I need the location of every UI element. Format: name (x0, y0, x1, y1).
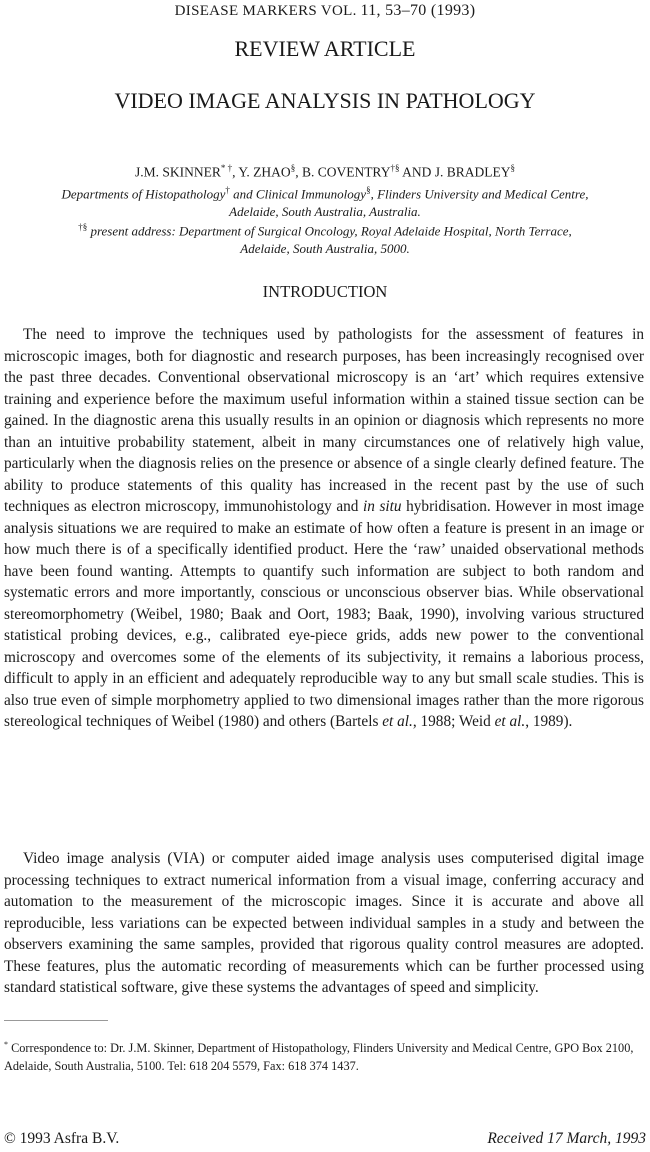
author-name: J.M. SKINNER (135, 164, 221, 180)
author-mark: * † (220, 163, 233, 173)
footnote-text: Correspondence to: Dr. J.M. Skinner, Department of Histopathology, Flinders University and Medical Centre, GPO Box 2100, Adelaide, South Australia, 5100. Tel: 618 204 5579, Fax: 618 374 1437. (4, 1041, 634, 1074)
article-title: VIDEO IMAGE ANALYSIS IN PATHOLOGY (114, 88, 536, 113)
affiliation (0, 181, 650, 221)
present-address-line-1: †§ present address: Department of Surgical Oncology, Royal Adelaide Hospital, North Terrace, (78, 222, 572, 239)
author-name: , Y. ZHAO (232, 164, 291, 180)
paragraph-2 (4, 848, 644, 999)
article-type: REVIEW ARTICLE (234, 36, 416, 61)
author-mark: § (510, 163, 515, 173)
paragraph-text: Video image analysis (VIA) or computer aided image analysis uses computerised digital image processing techniques to extract numerical information from a visual image, conferring accuracy and automation to the measurement of the microscopic images. Since it is accurate and above all reproducible, less variations can be expected between individual samples in a study and between the observers examining the same samples, provided that rigorous quality control measures are adopted. These features, plus the automatic recording of measurements which can be further processed using standard statistical software, give these systems the advantages of speed and simplicity. (4, 850, 644, 996)
author-name: , B. COVENTRY (295, 164, 391, 180)
footnote (4, 1036, 644, 1075)
paragraph-text: The need to improve the techniques used by pathologists for the assessment of features in microscopic images, both for diagnostic and research purposes, has been increasingly recognised over the past three decades. Conventional observational microscopy is an ‘art’ which requires extensive training and experience before the maximum useful information within a stained tissue section can be gained. In the diagnostic arena this usually results in an opinion or diagnosis which represents no more than an intuitive probability statement, albeit in many circumstances one of relatively high value, particularly when the diagnosis relies on the presence or absence of a single clearly defined feature. The ability to produce statements of this quality has increased in the recent past by the use of such techniques as electron microscopy, immunohistology and (4, 326, 644, 515)
present-address (0, 218, 650, 258)
italic-term: et al. (382, 713, 413, 730)
author-list (0, 163, 650, 181)
journal-name: DISEASE MARKERS (174, 3, 318, 19)
paragraph-text: , 1989). (525, 713, 573, 730)
received-date: Received 17 March, 1993 (487, 1130, 646, 1147)
section-heading: INTRODUCTION (262, 282, 388, 301)
volume-prefix: VOL. (320, 3, 357, 19)
paragraph-1 (4, 324, 644, 733)
affiliation-line-2: Adelaide, South Australia, Australia. (229, 204, 421, 220)
author-mark: § (290, 163, 296, 173)
author-name: AND J. BRADLEY (399, 164, 511, 180)
paragraph-text: hybridisation. However in most image analysis situations we are required to make an estimate of how often a feature is present in an image or how much there is of a specifically identified product. Here the ‘raw’ unaided observational methods have been found wanting. Attempts to quantify such information are subject to both random and systematic errors and more importantly, conscious or unconscious observer bias. While observational stereomorphometry (Weibel, 1980; Baak and Oort, 1983; Baak, 1990), involving various structured statistical probing devices, e.g., calibrated eye-piece grids, adds new power to the conventional microscopy and overcomes some of the elements of its subjectivity, it remains a laborious process, difficult to apply in an efficient and adequately reproducible way to any but small scale studies. This is also true even of simple morphometry applied to two dimensional images rather than the more rigorous stereological techniques of Weibel (1980) and others (Bartels (4, 498, 644, 730)
paragraph-text: , 1988; Weid (412, 713, 495, 730)
affiliation-line-1: Departments of Histopathology† and Clinical Immunology§, Flinders University and Medical Centre, (61, 185, 589, 202)
footnote-divider (4, 1020, 108, 1021)
journal-header (0, 2, 650, 20)
author-mark: †§ (390, 163, 400, 173)
footnote-mark: * (4, 1040, 8, 1049)
present-address-line-2: Adelaide, South Australia, 5000. (240, 241, 410, 257)
volume-info: 11, 53–70 (1993) (360, 2, 476, 19)
italic-term: in situ (363, 498, 402, 515)
copyright: © 1993 Asfra B.V. (4, 1130, 120, 1147)
italic-term: et al. (494, 713, 526, 730)
